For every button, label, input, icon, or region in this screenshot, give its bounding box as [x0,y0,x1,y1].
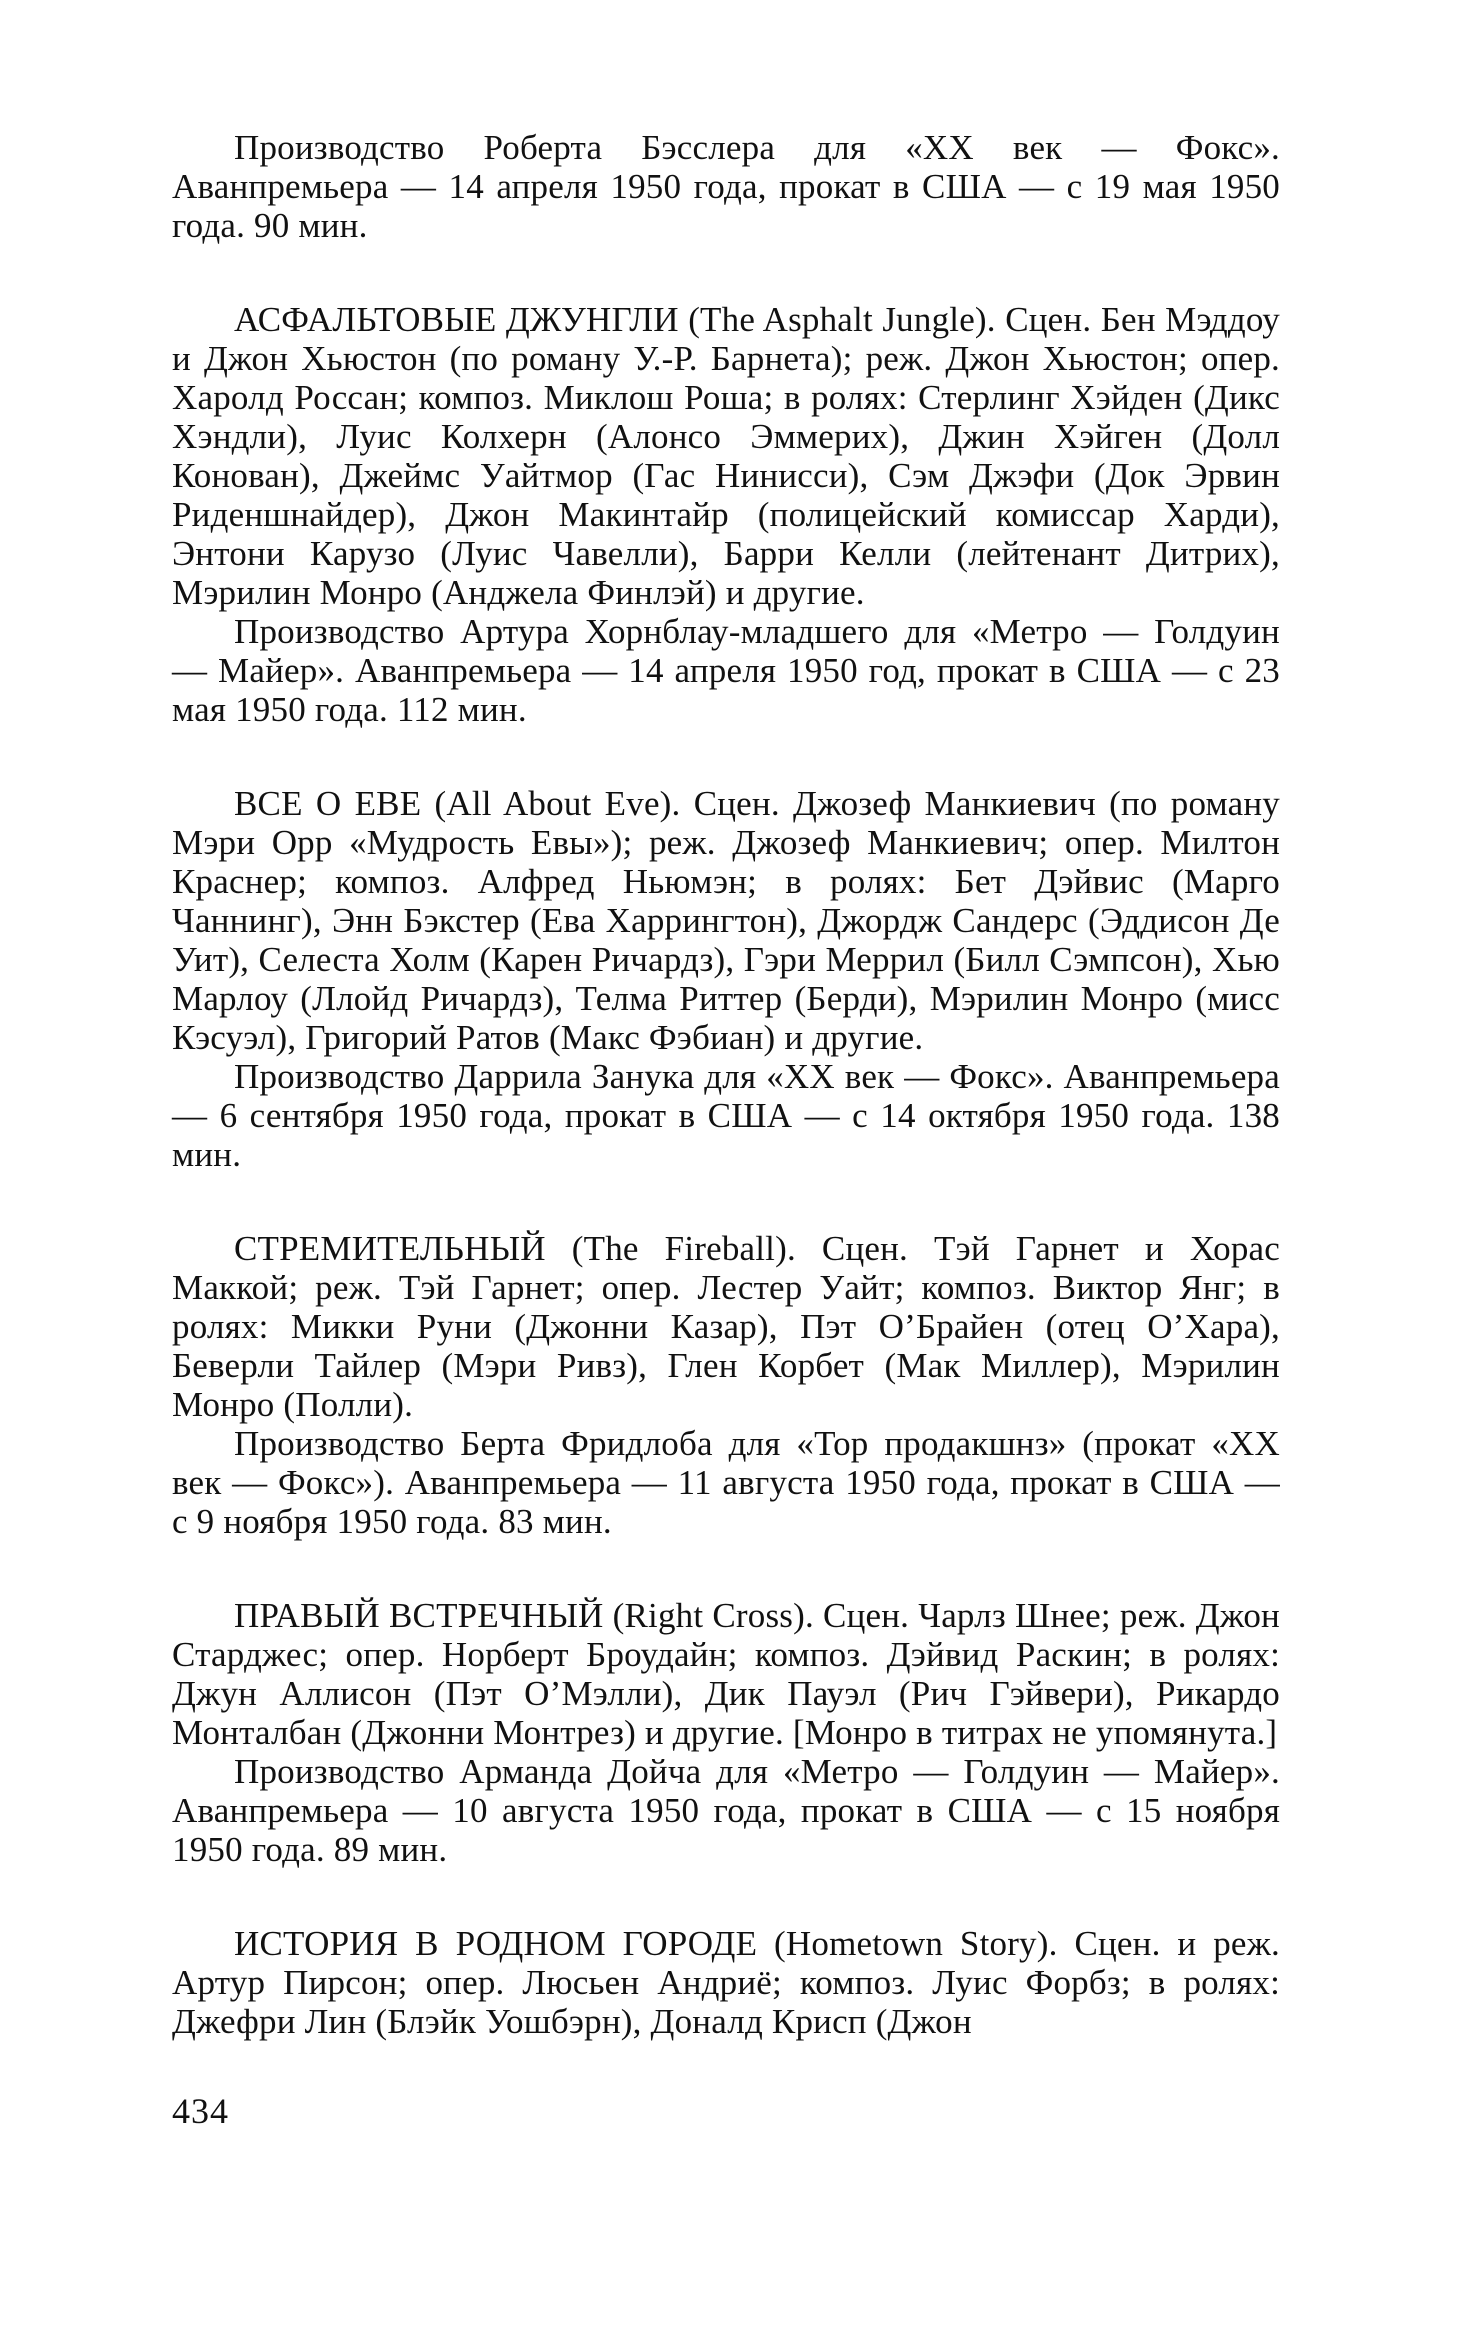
entry-right-cross [172,1596,1280,1869]
film-credits-paragraph: АСФАЛЬТОВЫЕ ДЖУНГЛИ (The Asphalt Jungle). Сцен. Бен Мэддоу и Джон Хьюстон (по роману У.-Р. Барнета); реж. Джон Хьюстон; опер. Харолд Россан; композ. Миклош Роша; в ролях: Стерлинг Хэйден (Дикс Хэндли), Луис Колхерн (Алонсо Эммерих), Джин Хэйген (Долл Конован), Джеймс Уайтмор (Гас Нинисси), Сэм Джэфи (Док Эрвин Риденшнайдер), Джон Макинтайр (полицейский комиссар Харди), Энтони Карузо (Луис Чавелли), Барри Келли (лейтенант Дитрих), Мэрилин Монро (Анджела Финлэй) и другие. [172,300,1280,612]
film-credits-paragraph: СТРЕМИТЕЛЬНЫЙ (The Fireball). Сцен. Тэй Гарнет и Хорас Маккой; реж. Тэй Гарнет; опер. Лестер Уайт; композ. Виктор Янг; в ролях: Микки Руни (Джонни Казар), Пэт О’Брайен (отец О’Хара), Беверли Тайлер (Мэри Ривз), Глен Корбет (Мак Миллер), Мэрилин Монро (Полли). [172,1229,1280,1424]
entry-all-about-eve [172,784,1280,1174]
film-credits-paragraph: ВСЕ О ЕВЕ (All About Eve). Сцен. Джозеф Манкиевич (по роману Мэри Орр «Мудрость Евы»); реж. Джозеф Манкиевич; опер. Милтон Краснер; композ. Алфред Ньюмэн; в ролях: Бет Дэйвис (Марго Чаннинг), Энн Бэкстер (Ева Харрингтон), Джордж Сандерс (Эддисон Де Уит), Селеста Холм (Карен Ричардз), Гэри Меррил (Билл Сэмпсон), Хью Марлоу (Ллойд Ричардз), Телма Риттер (Берди), Мэрилин Монро (мисс Кэсуэл), Григорий Ратов (Макс Фэбиан) и другие. [172,784,1280,1057]
entry-hometown-story [172,1924,1280,2041]
film-credits-paragraph: ПРАВЫЙ ВСТРЕЧНЫЙ (Right Cross). Сцен. Чарлз Шнее; реж. Джон Старджес; опер. Норберт Броудайн; композ. Дэйвид Раскин; в ролях: Джун Аллисон (Пэт О’Мэлли), Дик Пауэл (Рич Гэйвери), Рикардо Монталбан (Джонни Монтрез) и другие. [Монро в титрах не упомянута.] [172,1596,1280,1752]
production-paragraph: Производство Даррила Занука для «XX век — Фокс». Аванпремьера — 6 сентября 1950 года, прокат в США — с 14 октября 1950 года. 138 мин. [172,1057,1280,1174]
book-page [172,128,1280,2096]
entry-the-fireball [172,1229,1280,1541]
production-paragraph: Производство Артура Хорнблау-младшего для «Метро — Голдуин — Майер». Аванпремьера — 14 апреля 1950 год, прокат в США — с 23 мая 1950 года. 112 мин. [172,612,1280,729]
film-credits-paragraph: ИСТОРИЯ В РОДНОМ ГОРОДЕ (Hometown Story). Сцен. и реж. Артур Пирсон; опер. Люсьен Андриё; композ. Луис Форбз; в ролях: Джефри Лин (Блэйк Уошбэрн), Доналд Крисп (Джон [172,1924,1280,2041]
entry-asphalt-jungle [172,300,1280,729]
production-paragraph: Производство Роберта Бэсслера для «XX век — Фокс». Аванпремьера — 14 апреля 1950 года, прокат в США — с 19 мая 1950 года. 90 мин. [172,128,1280,245]
production-paragraph: Производство Берта Фридлоба для «Тор продакшнз» (прокат «XX век — Фокс»). Аванпремьера — 11 августа 1950 года, прокат в США — с 9 ноября 1950 года. 83 мин. [172,1424,1280,1541]
production-paragraph: Производство Арманда Дойча для «Метро — Голдуин — Майер». Аванпремьера — 10 августа 1950 года, прокат в США — с 15 ноября 1950 года. 89 мин. [172,1752,1280,1869]
page-number: 434 [172,2091,229,2131]
entry-continuation [172,128,1280,245]
